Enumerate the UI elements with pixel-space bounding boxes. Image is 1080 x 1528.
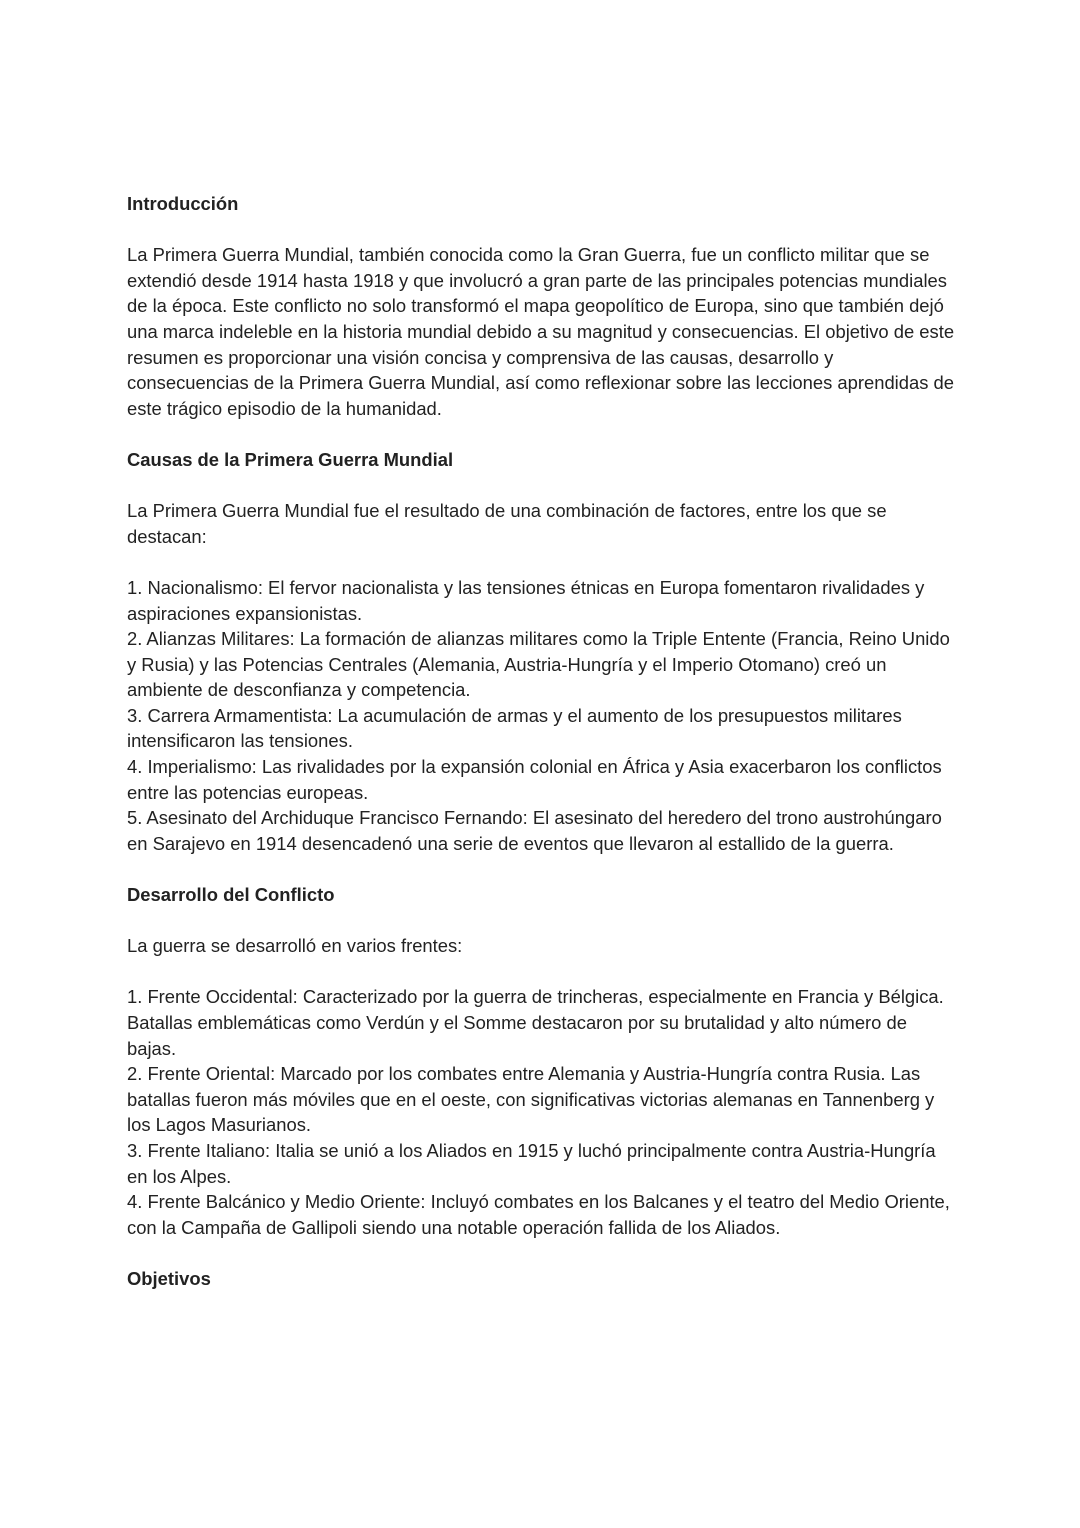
- development-item: 2. Frente Oriental: Marcado por los combates entre Alemania y Austria-Hungría contra Rusia. Las batallas fueron más móviles que en el oeste, con significativas victorias alemanas en Tannenberg y los Lagos Masurianos.: [127, 1063, 935, 1136]
- causes-item: 1. Nacionalismo: El fervor nacionalista y las tensiones étnicas en Europa fomentaron rivalidades y aspiraciones expansionistas.: [127, 576, 925, 624]
- spacer: [127, 549, 957, 575]
- development-item: 4. Frente Balcánico y Medio Oriente: Incluyó combates en los Balcanes y el teatro del Medio Oriente, con la Campaña de Gallipoli siendo una notable operación fallida de los Aliados.: [127, 1191, 950, 1238]
- causes-heading: Causas de la Primera Guerra Mundial: [127, 448, 454, 470]
- spacer: [127, 959, 957, 985]
- causes-item: 3. Carrera Armamentista: La acumulación de armas y el aumento de los presupuestos militares intensificaron las tensiones.: [127, 704, 902, 752]
- causes-item: 5. Asesinato del Archiduque Francisco Fernando: El asesinato del heredero del trono austrohúngaro en Sarajevo en 1914 desencadenó una serie de eventos que llevaron al estallido de la guerra.: [127, 807, 942, 854]
- causes-intro: La Primera Guerra Mundial fue el resultado de una combinación de factores, entre los que se destacan:: [127, 500, 887, 547]
- development-item: 1. Frente Occidental: Caracterizado por la guerra de trincheras, especialmente en Francia y Bélgica. Batallas emblemáticas como Verdún y el Somme destacaron por su brutalidad y alto número de bajas.: [127, 986, 944, 1059]
- document-body: [127, 191, 957, 1292]
- spacer: [127, 908, 957, 934]
- intro-heading: Introducción: [127, 193, 239, 214]
- development-item: 3. Frente Italiano: Italia se unió a los Aliados en 1915 y luchó principalmente contra Austria-Hungría en los Alpes.: [127, 1139, 936, 1187]
- spacer: [127, 217, 957, 243]
- development-intro: La guerra se desarrolló en varios frentes:: [127, 935, 463, 957]
- causes-item: 4. Imperialismo: Las rivalidades por la expansión colonial en África y Asia exacerbaron los conflictos entre las potencias europeas.: [127, 756, 942, 803]
- spacer: [127, 473, 957, 499]
- spacer: [127, 1240, 957, 1266]
- spacer: [127, 856, 957, 882]
- causes-item: 2. Alianzas Militares: La formación de alianzas militares como la Triple Entente (Francia, Reino Unido y Rusia) y las Potencias Centrales (Alemania, Austria-Hungría y el Imperio Otomano) creó un ambiente de desconfianza y competencia.: [127, 628, 950, 701]
- spacer: [127, 421, 957, 447]
- objectives-heading: Objetivos: [127, 1267, 211, 1289]
- intro-paragraph: La Primera Guerra Mundial, también conocida como la Gran Guerra, fue un conflicto militar que se extendió desde 1914 hasta 1918 y que involucró a gran parte de las principales potencias mundiales de la época. Este conflicto no solo transformó el mapa geopolítico de Europa, sino que también dejó una marca indeleble en la historia mundial debido a su magnitud y consecuencias. El objetivo de este resumen es proporcionar una visión concisa y comprensiva de las causas, desarrollo y consecuencias de la Primera Guerra Mundial, así como reflexionar sobre las lecciones aprendidas de este trágico episodio de la humanidad.: [127, 244, 955, 419]
- development-heading: Desarrollo del Conflicto: [127, 884, 335, 906]
